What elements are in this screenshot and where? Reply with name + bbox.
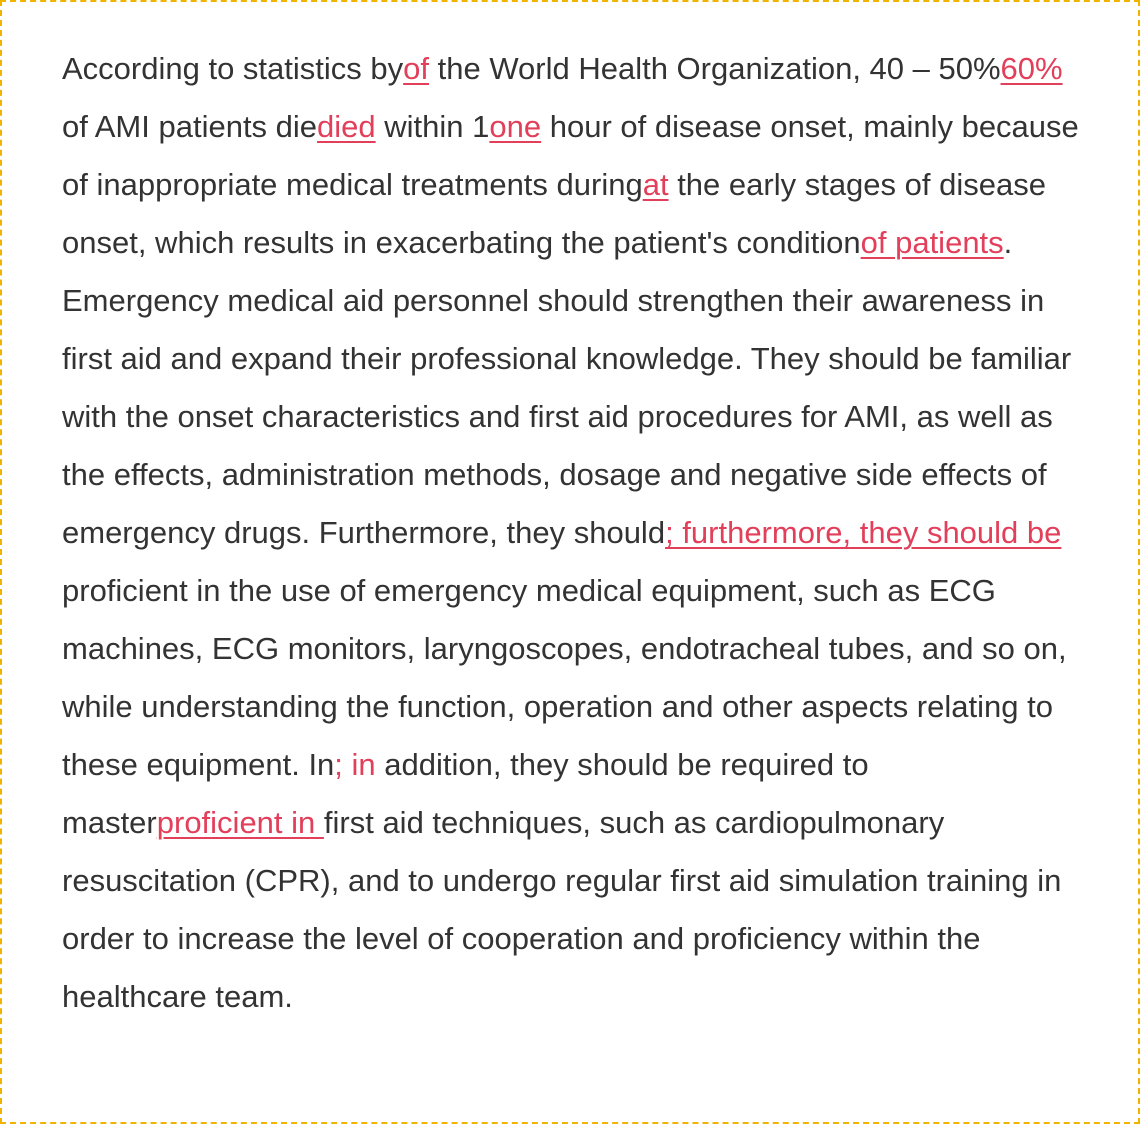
edited-paragraph [62,40,1092,1026]
text-segment: addition, they should be required to master [62,747,869,840]
text-segment: the early stages of disease onset, which results in exacerbating the patient's condition [62,167,1046,260]
inserted-text: at [642,167,669,202]
inserted-text: ; in [334,747,376,782]
inserted-text: of [403,51,429,86]
inserted-text: one [489,109,542,144]
text-segment: . Emergency medical aid personnel should strengthen their awareness in first aid and expand their professional knowledge. They should be familiar with the onset characteristics and first aid procedures for AMI, as well as the effects, administration methods, dosage and negative side effects of emergency drugs. Furthermore, they should [62,225,1072,550]
text-segment: within 1 [375,109,490,144]
inserted-text: ; furthermore, they should be [665,515,1062,550]
text-segment: first aid techniques, such as cardiopulmonary resuscitation (CPR), and to undergo regular first aid simulation training in order to increase the level of cooperation and proficiency within the healthcare team. [62,805,1062,1014]
text-segment: the World Health Organization, 40 – 50% [429,51,1001,86]
text-segment: proficient in the use of emergency medical equipment, such as ECG machines, ECG monitors, laryngoscopes, endotracheal tubes, and so on, while understanding the function, operation and other aspects relating to these equipment. In [62,573,1067,782]
inserted-text: proficient in [156,805,324,840]
text-segment: hour of disease onset, mainly because of inappropriate medical treatments during [62,109,1079,202]
inserted-text: 60% [1000,51,1063,86]
text-segment: According to statistics by [62,51,404,86]
inserted-text: of patients [860,225,1004,260]
text-segment: of AMI patients die [62,109,318,144]
inserted-text: died [317,109,376,144]
